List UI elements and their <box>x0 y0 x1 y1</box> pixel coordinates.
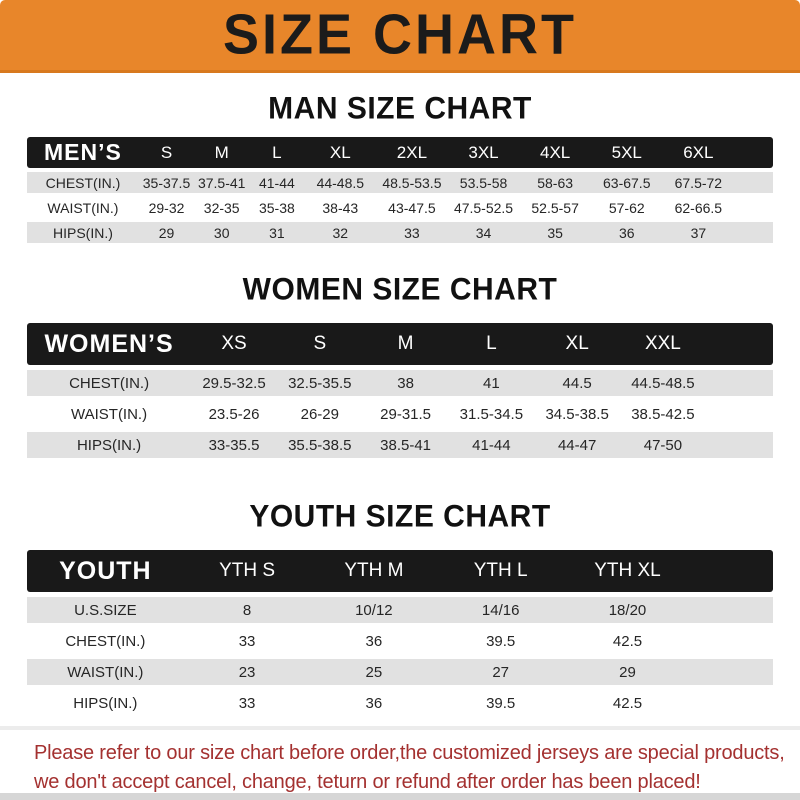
size-value-cell: 33 <box>376 222 448 243</box>
size-value-cell: 32-35 <box>194 197 249 218</box>
size-value-cell: 58-63 <box>519 172 591 193</box>
size-column-header: XXL <box>620 323 706 365</box>
size-value-cell: 35 <box>519 222 591 243</box>
size-value-cell: 8 <box>184 597 311 623</box>
size-value-cell: 26-29 <box>277 401 363 427</box>
size-value-cell: 34.5-38.5 <box>534 401 620 427</box>
spacer-cell <box>691 659 773 685</box>
banner <box>0 0 800 73</box>
size-column-header: M <box>363 323 449 365</box>
spacer-cell <box>706 370 773 396</box>
size-value-cell: 63-67.5 <box>591 172 663 193</box>
table-row <box>27 432 773 458</box>
size-value-cell: 53.5-58 <box>448 172 520 193</box>
table-row <box>27 628 773 654</box>
spacer-cell <box>734 172 773 193</box>
bottom-edge-strip <box>0 793 800 800</box>
size-value-cell: 33-35.5 <box>191 432 277 458</box>
size-column-header: S <box>277 323 363 365</box>
row-label: WAIST(IN.) <box>27 197 139 218</box>
size-value-cell: 29 <box>564 659 691 685</box>
size-value-cell: 67.5-72 <box>663 172 735 193</box>
spacer-cell <box>691 628 773 654</box>
women-section <box>0 273 800 463</box>
size-column-header: L <box>249 137 304 168</box>
spacer-cell <box>734 222 773 243</box>
size-value-cell: 29-32 <box>139 197 194 218</box>
table-row <box>27 690 773 716</box>
size-value-cell: 41-44 <box>448 432 534 458</box>
corner-label: YOUTH <box>27 550 184 592</box>
row-label: WAIST(IN.) <box>27 659 184 685</box>
size-column-header: 2XL <box>376 137 448 168</box>
table-row <box>27 659 773 685</box>
table-header-row <box>27 550 773 592</box>
size-value-cell: 18/20 <box>564 597 691 623</box>
size-value-cell: 35-38 <box>249 197 304 218</box>
section-divider <box>0 726 800 730</box>
size-value-cell: 38.5-42.5 <box>620 401 706 427</box>
spacer-cell <box>706 401 773 427</box>
table-header-row <box>27 137 773 168</box>
size-value-cell: 44.5 <box>534 370 620 396</box>
size-value-cell: 33 <box>184 628 311 654</box>
men-size-table <box>27 133 773 247</box>
size-value-cell: 39.5 <box>437 690 564 716</box>
size-column-header: 5XL <box>591 137 663 168</box>
size-value-cell: 27 <box>437 659 564 685</box>
youth-section <box>0 500 800 721</box>
size-column-header: XL <box>305 137 377 168</box>
size-value-cell: 35-37.5 <box>139 172 194 193</box>
size-value-cell: 31 <box>249 222 304 243</box>
table-header-row <box>27 323 773 365</box>
size-value-cell: 37 <box>663 222 735 243</box>
row-label: HIPS(IN.) <box>27 432 191 458</box>
table-row <box>27 172 773 193</box>
size-value-cell: 47.5-52.5 <box>448 197 520 218</box>
size-value-cell: 34 <box>448 222 520 243</box>
size-value-cell: 30 <box>194 222 249 243</box>
size-value-cell: 29 <box>139 222 194 243</box>
size-value-cell: 41-44 <box>249 172 304 193</box>
spacer-cell <box>691 597 773 623</box>
size-value-cell: 48.5-53.5 <box>376 172 448 193</box>
youth-size-table <box>27 545 773 721</box>
spacer-cell <box>706 432 773 458</box>
size-value-cell: 38 <box>363 370 449 396</box>
row-label: HIPS(IN.) <box>27 222 139 243</box>
disclaimer <box>0 739 800 797</box>
size-value-cell: 23.5-26 <box>191 401 277 427</box>
spacer-cell <box>691 690 773 716</box>
row-label: CHEST(IN.) <box>27 628 184 654</box>
size-value-cell: 43-47.5 <box>376 197 448 218</box>
size-value-cell: 23 <box>184 659 311 685</box>
women-size-table <box>27 318 773 463</box>
spacer-cell <box>691 550 773 592</box>
size-value-cell: 39.5 <box>437 628 564 654</box>
table-row <box>27 401 773 427</box>
size-column-header: YTH L <box>437 550 564 592</box>
size-value-cell: 42.5 <box>564 628 691 654</box>
size-column-header: S <box>139 137 194 168</box>
row-label: WAIST(IN.) <box>27 401 191 427</box>
women-heading: WOMEN SIZE CHART <box>242 272 558 307</box>
size-column-header: XL <box>534 323 620 365</box>
size-value-cell: 29-31.5 <box>363 401 449 427</box>
men-section <box>0 92 800 247</box>
men-heading: MAN SIZE CHART <box>268 91 532 126</box>
size-value-cell: 37.5-41 <box>194 172 249 193</box>
size-value-cell: 35.5-38.5 <box>277 432 363 458</box>
corner-label: MEN’S <box>27 137 139 168</box>
spacer-cell <box>734 197 773 218</box>
disclaimer-line-2: we don't accept cancel, change, teturn or refund after order has been placed! <box>34 771 701 793</box>
size-column-header: 6XL <box>663 137 735 168</box>
size-column-header: L <box>448 323 534 365</box>
size-value-cell: 31.5-34.5 <box>448 401 534 427</box>
size-value-cell: 44-48.5 <box>305 172 377 193</box>
size-value-cell: 62-66.5 <box>663 197 735 218</box>
size-column-header: YTH XL <box>564 550 691 592</box>
size-value-cell: 36 <box>310 628 437 654</box>
corner-label: WOMEN’S <box>27 323 191 365</box>
disclaimer-line-1: Please refer to our size chart before order,the customized jerseys are special products, <box>34 742 785 764</box>
table-row <box>27 197 773 218</box>
size-value-cell: 10/12 <box>310 597 437 623</box>
table-row <box>27 597 773 623</box>
size-value-cell: 57-62 <box>591 197 663 218</box>
size-value-cell: 52.5-57 <box>519 197 591 218</box>
table-row <box>27 222 773 243</box>
row-label: CHEST(IN.) <box>27 370 191 396</box>
table-row <box>27 370 773 396</box>
size-value-cell: 29.5-32.5 <box>191 370 277 396</box>
size-value-cell: 32.5-35.5 <box>277 370 363 396</box>
size-column-header: XS <box>191 323 277 365</box>
youth-heading: YOUTH SIZE CHART <box>249 499 551 534</box>
size-column-header: 4XL <box>519 137 591 168</box>
row-label: HIPS(IN.) <box>27 690 184 716</box>
size-value-cell: 38.5-41 <box>363 432 449 458</box>
size-value-cell: 36 <box>310 690 437 716</box>
size-column-header: M <box>194 137 249 168</box>
size-value-cell: 42.5 <box>564 690 691 716</box>
size-value-cell: 44.5-48.5 <box>620 370 706 396</box>
spacer-cell <box>734 137 773 168</box>
row-label: U.S.SIZE <box>27 597 184 623</box>
spacer-cell <box>706 323 773 365</box>
size-value-cell: 41 <box>448 370 534 396</box>
size-value-cell: 44-47 <box>534 432 620 458</box>
size-value-cell: 38-43 <box>305 197 377 218</box>
size-column-header: YTH M <box>310 550 437 592</box>
size-column-header: 3XL <box>448 137 520 168</box>
size-column-header: YTH S <box>184 550 311 592</box>
size-value-cell: 36 <box>591 222 663 243</box>
size-value-cell: 47-50 <box>620 432 706 458</box>
size-value-cell: 33 <box>184 690 311 716</box>
size-value-cell: 25 <box>310 659 437 685</box>
page-title: SIZE CHART <box>223 3 577 67</box>
size-value-cell: 32 <box>305 222 377 243</box>
row-label: CHEST(IN.) <box>27 172 139 193</box>
size-value-cell: 14/16 <box>437 597 564 623</box>
